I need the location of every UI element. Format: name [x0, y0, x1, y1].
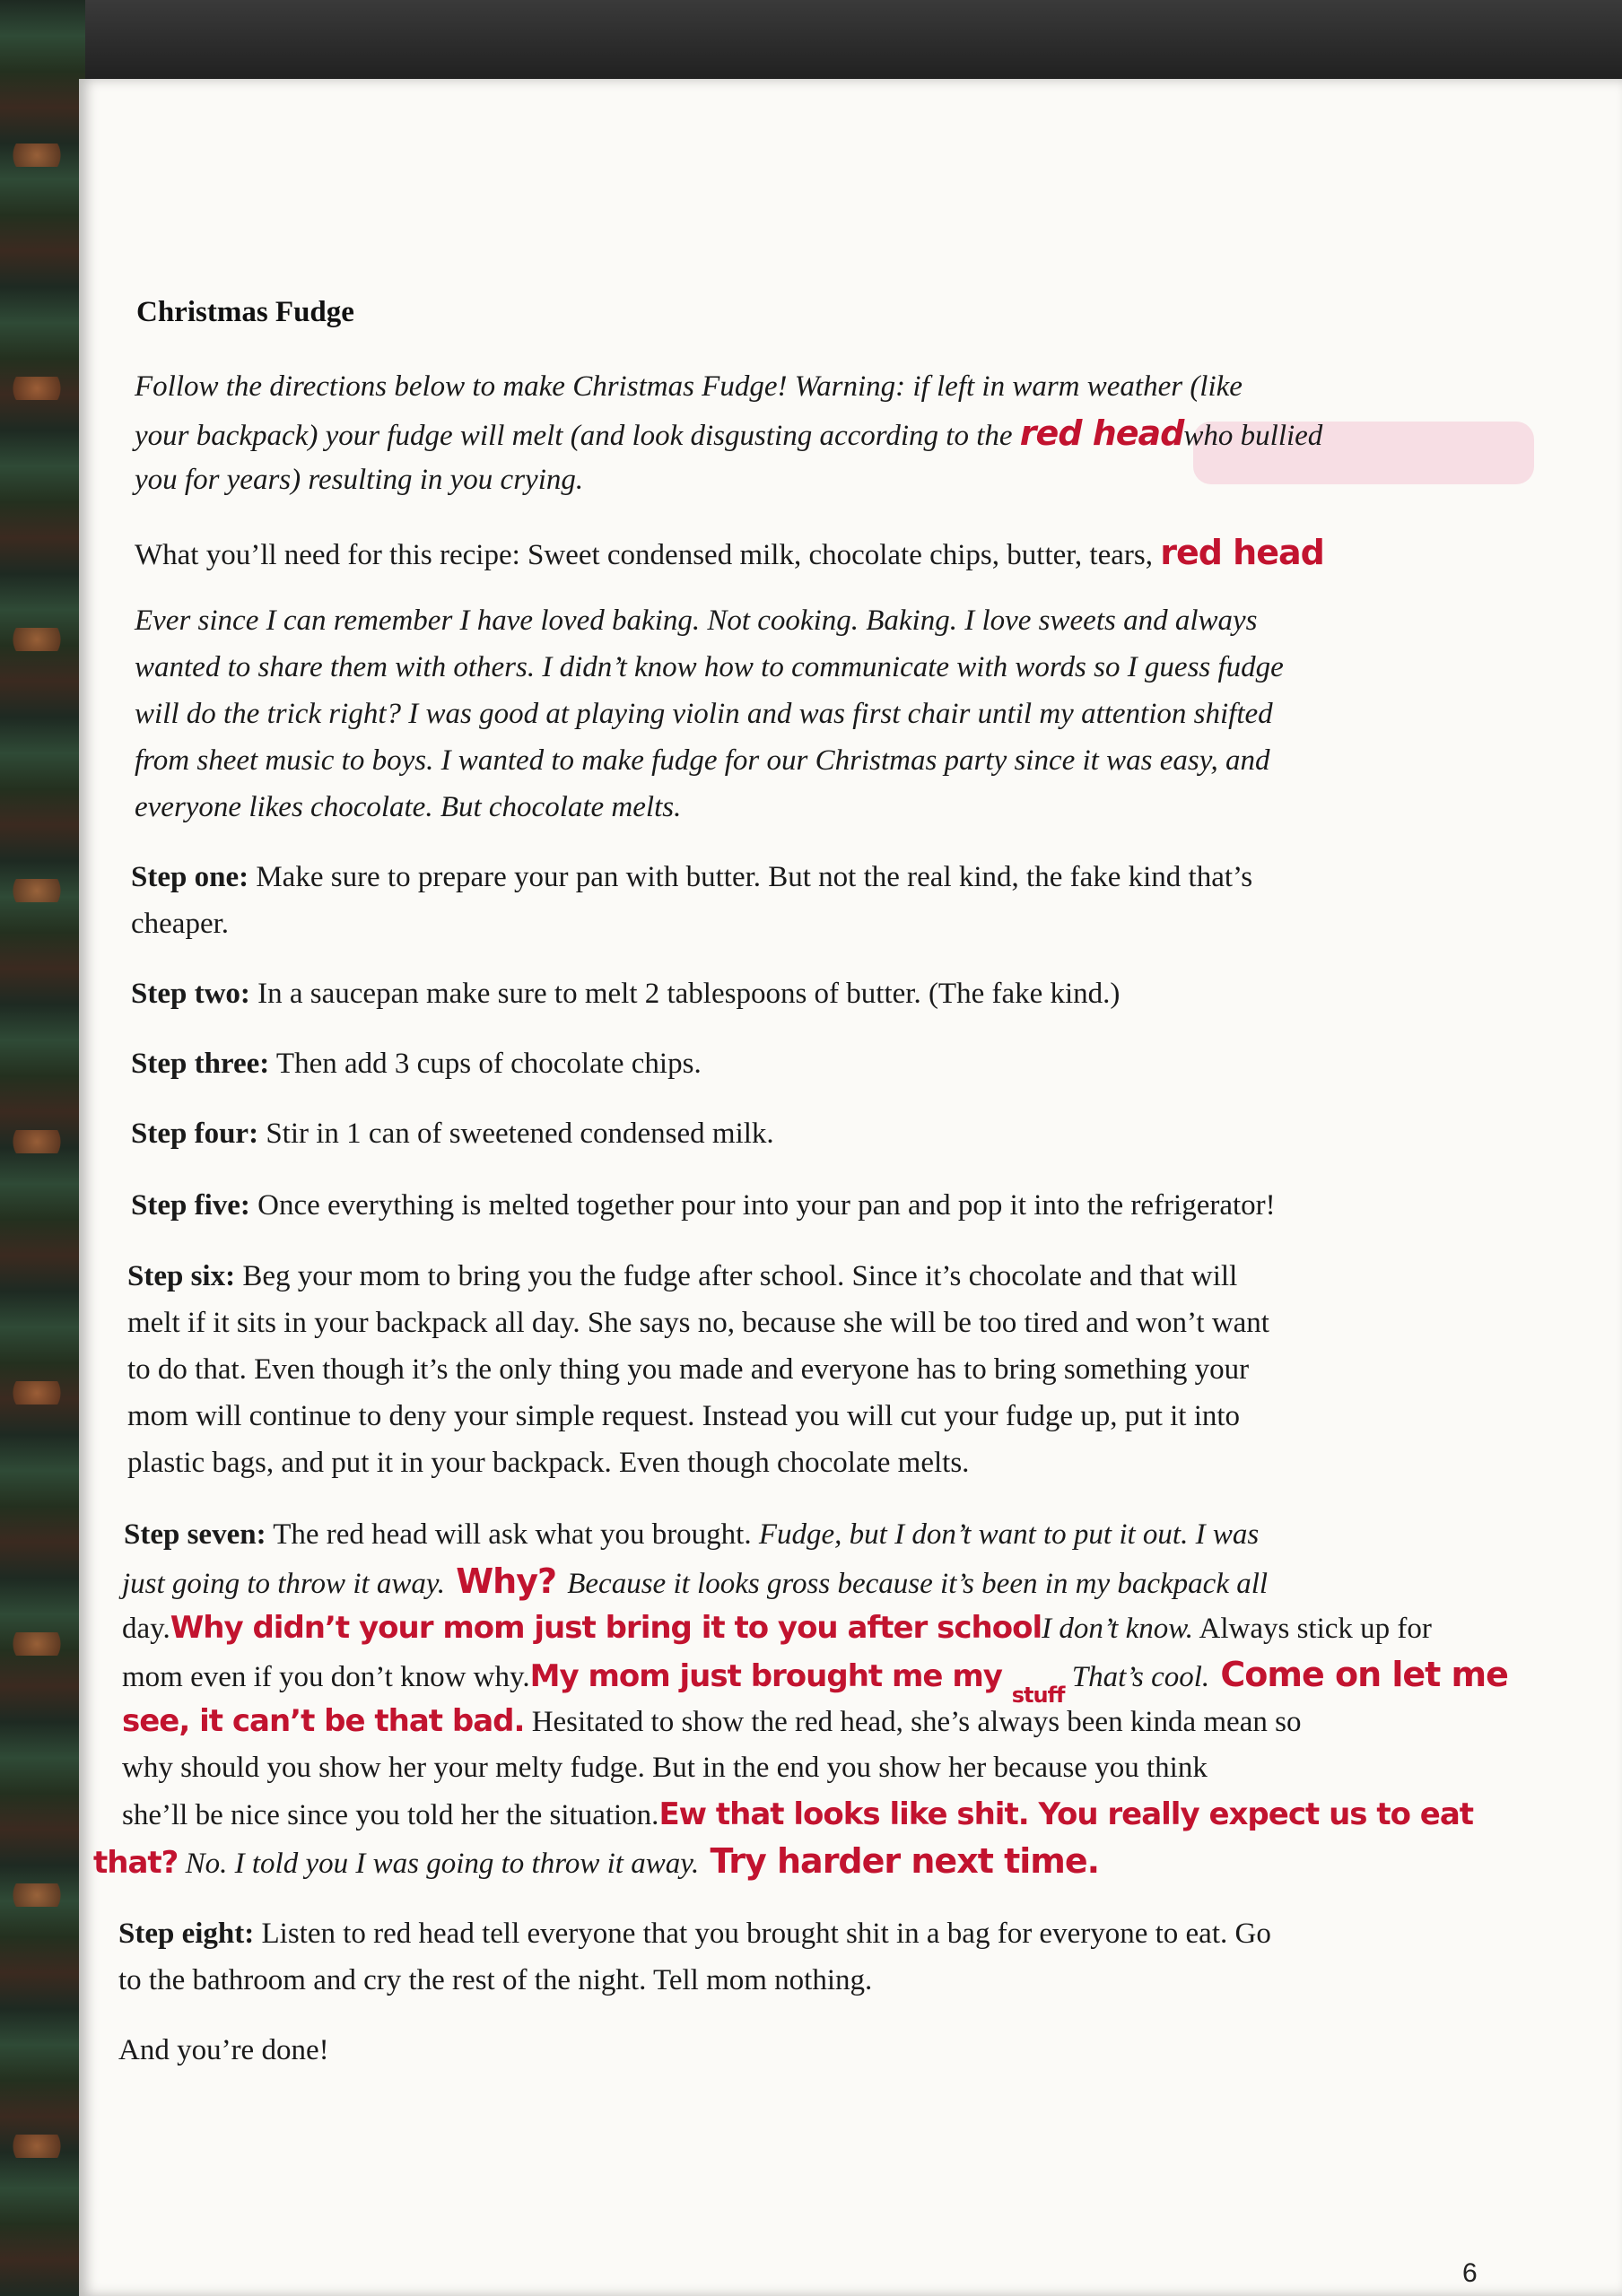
step-text: she’ll be nice since you told her the situation.: [122, 1799, 659, 1831]
handwritten-annotation: My mom just brought me my: [529, 1658, 1012, 1694]
step-label: Step six:: [127, 1260, 236, 1292]
step-label: Step two:: [131, 978, 250, 1010]
handwritten-annotation: stuff: [1011, 1683, 1065, 1708]
step-six-cont: plastic bags, and put it in your backpack. Even though chocolate melts.: [127, 1447, 970, 1479]
handwritten-annotation: red head: [1160, 533, 1324, 572]
step-seven-cont: [122, 1791, 1473, 1839]
handwritten-annotation: red head: [1019, 413, 1184, 453]
spine-decoration: [5, 628, 68, 651]
story-line: from sheet music to boys. I wanted to make fudge for our Christmas party since it was easy, and: [135, 744, 1270, 777]
step-six-cont: melt if it sits in your backpack all day. She says no, because she will be too tired and won’t want: [127, 1307, 1269, 1339]
closing-line: And you’re done!: [118, 2034, 329, 2066]
step-text: Make sure to prepare your pan with butter. But not the real kind, the fake kind that’s: [249, 861, 1253, 893]
step-six-cont: to do that. Even though it’s the only thing you made and everyone has to bring something your: [127, 1353, 1250, 1386]
spine-decoration: [5, 144, 68, 167]
page-number: 6: [1462, 2258, 1478, 2288]
story-line: Ever since I can remember I have loved baking. Not cooking. Baking. I love sweets and always: [135, 604, 1258, 637]
step-text: Hesitated to show the red head, she’s always been kinda mean so: [524, 1706, 1302, 1738]
step-seven-cont: [122, 1558, 1268, 1607]
ingredients-text: What you’ll need for this recipe: Sweet condensed milk, chocolate chips, butter, tears,: [135, 539, 1161, 571]
step-text: mom even if you don’t know why.: [122, 1661, 530, 1693]
handwritten-annotation: Come on let me: [1209, 1655, 1508, 1694]
spine-decoration: [5, 879, 68, 902]
dialogue-text: No. I told you I was going to throw it away.: [178, 1848, 700, 1880]
intro-text: your backpack) your fudge will melt (and look disgusting according to the: [135, 420, 1020, 452]
dialogue-text: Fudge, but I don’t want to put it out. I was: [758, 1518, 1260, 1551]
step-six: [127, 1253, 1237, 1300]
step-four: [131, 1110, 774, 1157]
step-five: [131, 1182, 1276, 1229]
intro-text: who bullied: [1183, 420, 1323, 452]
handwritten-annotation: Why?: [445, 1561, 568, 1601]
dialogue-text: That’s cool.: [1064, 1661, 1210, 1693]
step-seven-cont: [122, 1605, 1432, 1652]
dialogue-text: just going to throw it away.: [122, 1568, 445, 1600]
step-text: Listen to red head tell everyone that you brought shit in a bag for everyone to eat. Go: [254, 1918, 1271, 1950]
step-text: The red head will ask what you brought.: [266, 1518, 759, 1551]
spine-decoration: [5, 377, 68, 400]
step-text: Then add 3 cups of chocolate chips.: [269, 1048, 702, 1080]
step-text: Always stick up for: [1193, 1613, 1432, 1645]
step-text: Stir in 1 can of sweetened condensed milk.: [258, 1118, 774, 1150]
step-label: Step seven:: [124, 1518, 266, 1551]
step-seven-cont: [93, 1838, 1099, 1887]
step-seven: [124, 1511, 1259, 1558]
intro-line-3: you for years) resulting in you crying.: [135, 464, 584, 496]
handwritten-annotation: Try harder next time.: [699, 1841, 1100, 1881]
step-seven-cont: why should you show her your melty fudge. But in the end you show her because you think: [122, 1752, 1208, 1784]
step-text: day.: [122, 1613, 170, 1645]
step-one-cont: cheaper.: [131, 908, 230, 940]
step-label: Step three:: [131, 1048, 270, 1080]
step-label: Step four:: [131, 1118, 259, 1150]
step-label: Step eight:: [118, 1918, 255, 1950]
step-one: [131, 854, 1252, 900]
ingredients-line: [135, 529, 1324, 578]
story-line: everyone likes chocolate. But chocolate melts.: [135, 791, 682, 823]
step-eight-cont: to the bathroom and cry the rest of the night. Tell mom nothing.: [118, 1964, 873, 1996]
spine-decoration: [5, 1381, 68, 1405]
scanner-background-top: [0, 0, 1622, 85]
spine-decoration: [5, 2135, 68, 2158]
step-text: In a saucepan make sure to melt 2 tablespoons of butter. (The fake kind.): [249, 978, 1121, 1010]
spine-decoration: [5, 1632, 68, 1656]
spine-decoration: [5, 1130, 68, 1153]
notebook-spine: [0, 0, 85, 2296]
handwritten-annotation: Ew that looks like shit. You really expect us to eat: [658, 1796, 1474, 1832]
page-title: Christmas Fudge: [136, 296, 354, 328]
handwritten-annotation: that?: [93, 1845, 179, 1881]
step-label: Step one:: [131, 861, 249, 893]
step-six-cont: mom will continue to deny your simple request. Instead you will cut your fudge up, put it into: [127, 1400, 1241, 1432]
intro-line-1: Follow the directions below to make Christmas Fudge! Warning: if left in warm weather (like: [135, 370, 1243, 403]
step-seven-cont: [122, 1698, 1301, 1745]
handwritten-annotation: see, it can’t be that bad.: [122, 1703, 525, 1739]
story-line: wanted to share them with others. I didn’t know how to communicate with words so I guess fudge: [135, 651, 1284, 683]
step-text: Once everything is melted together pour into your pan and pop it into the refrigerator!: [249, 1189, 1276, 1222]
dialogue-text: I don’t know.: [1042, 1613, 1194, 1645]
step-text: Beg your mom to bring you the fudge after school. Since it’s chocolate and that will: [235, 1260, 1238, 1292]
step-three: [131, 1040, 702, 1087]
step-two: [131, 970, 1120, 1017]
handwritten-annotation: Why didn’t your mom just bring it to you after school: [170, 1610, 1042, 1646]
step-eight: [118, 1910, 1271, 1957]
step-label: Step five:: [131, 1189, 250, 1222]
story-line: will do the trick right? I was good at playing violin and was first chair until my attention shifted: [135, 698, 1273, 730]
spine-decoration: [5, 1883, 68, 1907]
intro-line-2: [135, 410, 1322, 459]
dialogue-text: Because it looks gross because it’s been in my backpack all: [567, 1568, 1269, 1600]
